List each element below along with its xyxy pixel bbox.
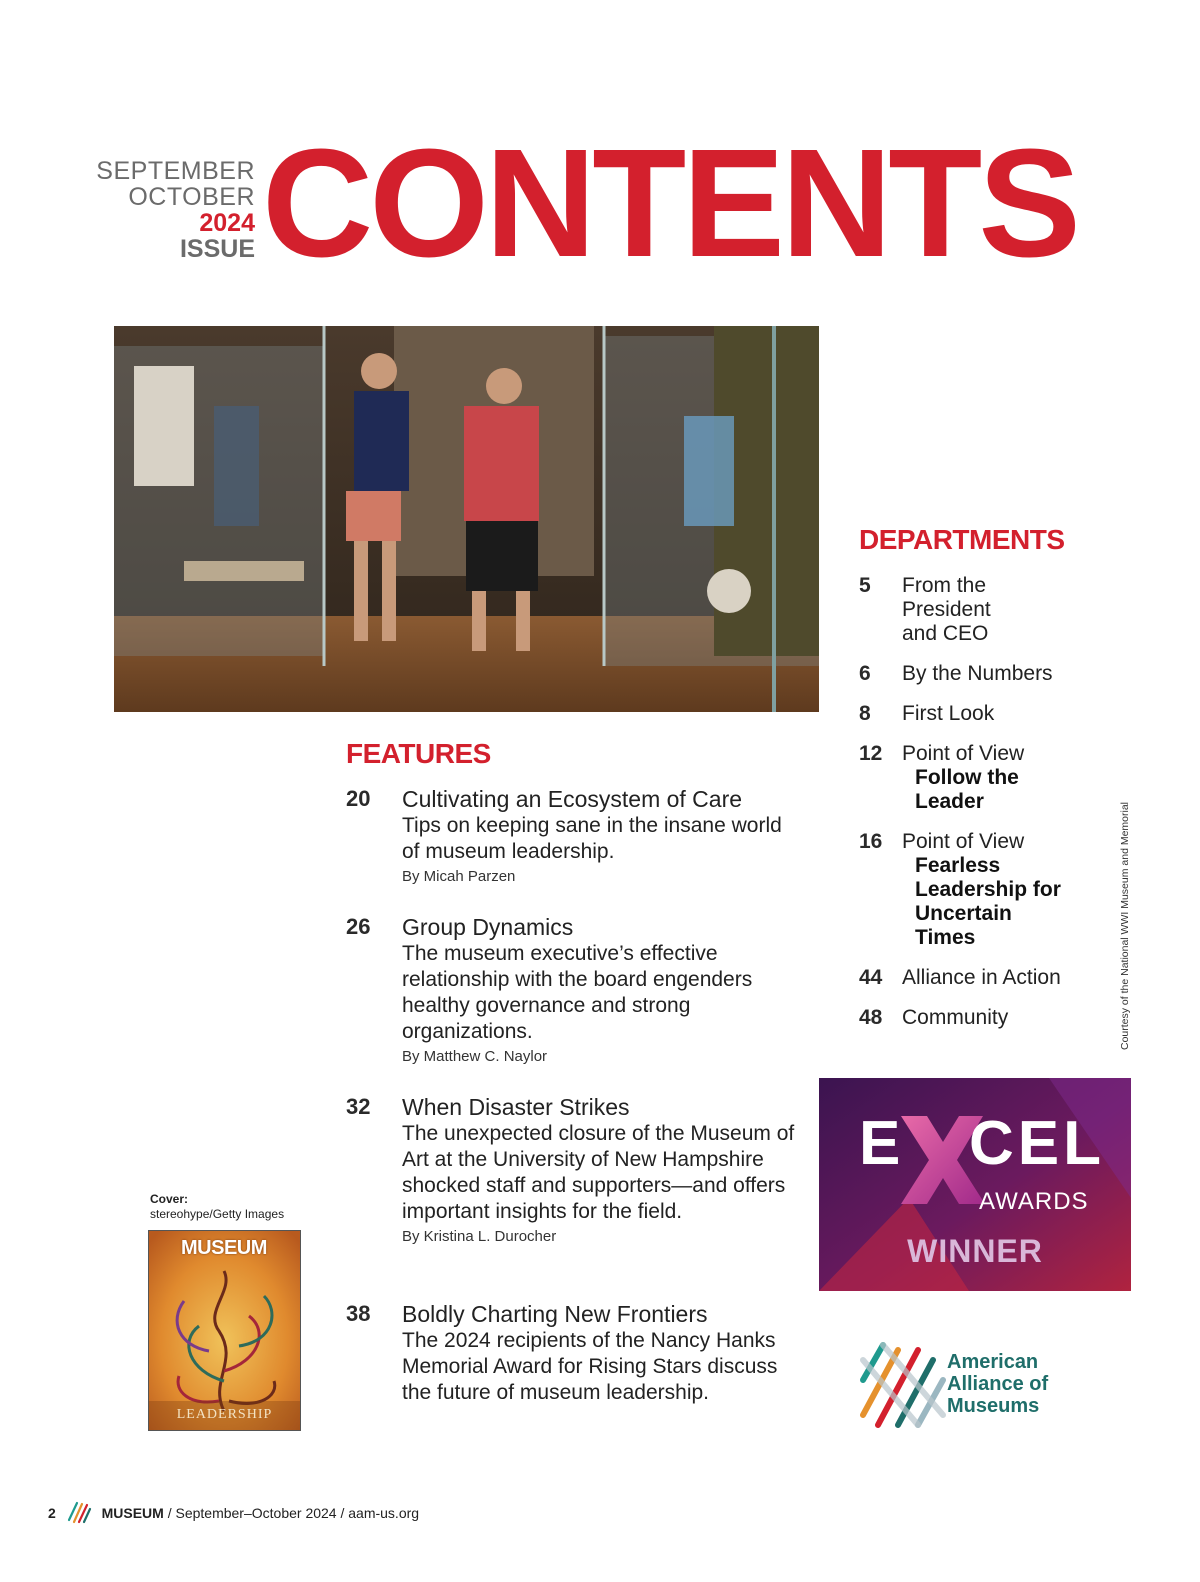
department-page-number: 48	[859, 1006, 883, 1029]
magazine-cover-thumbnail[interactable]	[148, 1230, 301, 1431]
aam-mini-logo-icon	[66, 1500, 92, 1524]
department-item[interactable]	[859, 662, 1119, 686]
feature-description: Tips on keeping sane in the insane world of museum leadership.	[402, 814, 782, 863]
issue-month-2: OCTOBER	[128, 183, 255, 211]
page-title: CONTENTS	[262, 117, 1077, 289]
department-item[interactable]	[859, 966, 1119, 990]
footer-brand: MUSEUM	[101, 1505, 164, 1521]
excel-e-letter: E	[859, 1109, 905, 1178]
department-subtitle[interactable]: Follow the Leader	[915, 766, 1019, 813]
cover-credit	[150, 1192, 284, 1222]
department-item[interactable]	[859, 702, 1119, 726]
issue-year: 2024	[199, 209, 255, 237]
cover-art	[149, 1231, 300, 1430]
aam-line-2: Alliance of	[947, 1373, 1049, 1395]
department-label[interactable]: First Look	[902, 702, 995, 725]
department-label[interactable]: Community	[902, 1006, 1009, 1029]
feature-page-number: 20	[346, 786, 371, 811]
feature-item[interactable]	[346, 786, 796, 889]
feature-title[interactable]: Boldly Charting New Frontiers	[402, 1301, 708, 1327]
museum-gallery-photo	[114, 326, 819, 712]
feature-item[interactable]	[346, 1094, 796, 1249]
excel-awards-badge	[819, 1078, 1131, 1291]
department-page-number: 6	[859, 662, 871, 685]
aam-line-1: American	[947, 1351, 1039, 1373]
department-page-number: 8	[859, 702, 871, 725]
cover-magazine-title: MUSEUM	[181, 1237, 267, 1259]
excel-cel-letters: CEL	[969, 1109, 1105, 1178]
feature-page-number: 38	[346, 1301, 371, 1326]
department-page-number: 5	[859, 574, 871, 597]
feature-title[interactable]: Group Dynamics	[402, 914, 574, 940]
department-subtitle[interactable]: Fearless Leadership for Uncertain Times	[915, 854, 1061, 949]
excel-awards-label: AWARDS	[979, 1188, 1089, 1215]
department-item[interactable]	[859, 830, 1119, 950]
feature-title[interactable]: Cultivating an Ecosystem of Care	[402, 786, 743, 812]
departments-heading: DEPARTMENTS	[859, 524, 1065, 555]
cover-word: LEADERSHIP	[176, 1407, 273, 1422]
department-label[interactable]: From the President and CEO	[902, 574, 991, 645]
page-number: 2	[48, 1505, 56, 1521]
issue-date-block	[90, 158, 255, 262]
feature-description: The 2024 recipients of the Nancy Hanks Memorial Award for Rising Stars discuss the future of museum leadership.	[402, 1329, 778, 1404]
department-page-number: 44	[859, 966, 883, 989]
department-item[interactable]	[859, 742, 1119, 814]
feature-item[interactable]	[346, 1301, 796, 1406]
department-item[interactable]	[859, 574, 1119, 646]
page-footer	[48, 1500, 419, 1524]
feature-description: The unexpected closure of the Museum of Art at the University of New Hampshire shocked staff and supporters—and offers important insights for the field.	[402, 1122, 795, 1223]
department-label[interactable]: Point of View	[902, 742, 1025, 765]
cover-photographer: stereohype/Getty Images	[150, 1207, 285, 1221]
features-heading: FEATURES	[346, 738, 491, 769]
department-label[interactable]: Point of View	[902, 830, 1025, 853]
department-label[interactable]: Alliance in Action	[902, 966, 1061, 989]
department-item[interactable]	[859, 1006, 1119, 1030]
feature-description: The museum executive’s effective relationship with the board engenders healthy governance and strong organizations.	[402, 942, 753, 1043]
aam-logo-mark	[858, 1340, 948, 1430]
department-page-number: 16	[859, 830, 883, 853]
issue-label: ISSUE	[179, 235, 255, 263]
photo-credit: Courtesy of the National WWI Museum and Memorial	[1119, 801, 1131, 1050]
aam-line-3: Museums	[947, 1395, 1040, 1417]
footer-issue-and-url[interactable]: / September–October 2024 / aam-us.org	[163, 1505, 420, 1521]
cover-label: Cover:	[150, 1192, 189, 1206]
feature-page-number: 32	[346, 1094, 371, 1119]
feature-byline: By Micah Parzen	[402, 868, 516, 885]
photo-illustration	[114, 326, 819, 712]
feature-page-number: 26	[346, 914, 371, 939]
excel-winner-label: WINNER	[907, 1233, 1043, 1269]
department-page-number: 12	[859, 742, 883, 765]
feature-byline: By Kristina L. Durocher	[402, 1228, 557, 1245]
feature-title[interactable]: When Disaster Strikes	[402, 1094, 630, 1120]
feature-item[interactable]	[346, 914, 796, 1069]
aam-wordmark	[947, 1351, 1048, 1417]
issue-month-1: SEPTEMBER	[96, 157, 255, 185]
feature-byline: By Matthew C. Naylor	[402, 1048, 548, 1065]
department-label[interactable]: By the Numbers	[902, 662, 1053, 685]
